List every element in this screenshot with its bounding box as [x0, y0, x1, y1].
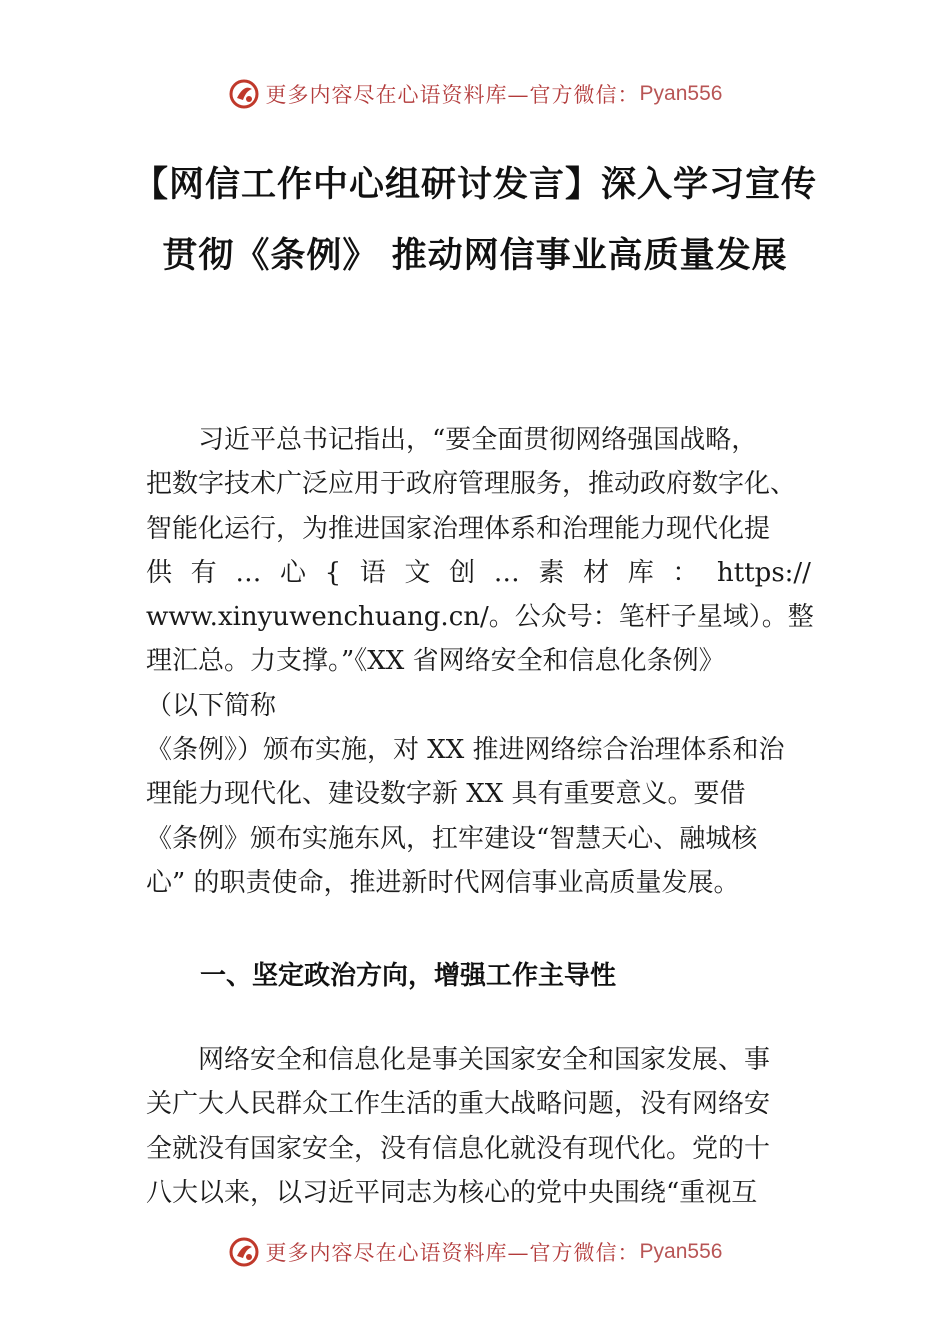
- page-title-line-2: 贯彻《条例》 推动网信事业高质量发展: [162, 236, 788, 276]
- text-line: 《条例》颁布实施东风，扛牢建设“智慧天心、融城核: [146, 823, 758, 854]
- text-fragment: 文: [404, 557, 431, 588]
- text-fragment: 素: [538, 557, 565, 588]
- text-fragment: 库: [627, 557, 654, 588]
- text-line: 心” 的职责使命，推进新时代网信事业高质量发展。: [146, 867, 740, 898]
- text-fragment: https://: [717, 557, 811, 588]
- text-line: 理汇总。力支撑。”《XX 省网络安全和信息化条例》: [146, 646, 725, 677]
- banner-text: 更多内容尽在心语资料库—官方微信：: [265, 1241, 640, 1265]
- page-title-line-1: 【网信工作中心组研讨发言】深入学习宣传: [132, 165, 817, 205]
- text-line: 《条例》）颁布实施，对 XX 推进网络综合治理体系和治: [146, 735, 785, 766]
- text-line: 把数字技术广泛应用于政府管理服务，推动政府数字化、: [146, 469, 797, 500]
- paragraph-intro: [146, 418, 814, 905]
- section-heading-1: 一、坚定政治方向，增强工作主导性: [200, 961, 617, 991]
- text-line: 八大以来，以习近平同志为核心的党中央围绕“重视互: [146, 1177, 758, 1208]
- header-banner: [0, 74, 950, 114]
- text-fragment: …: [235, 557, 262, 588]
- text-line: （以下简称: [146, 690, 277, 721]
- paragraph-section-1: [146, 1038, 811, 1215]
- banner-text: 更多内容尽在心语资料库—官方微信：: [265, 83, 640, 107]
- banner-wechat-id: Pyan556: [639, 1240, 723, 1263]
- text-fragment: 创: [449, 557, 476, 588]
- banner-wechat-id: Pyan556: [639, 82, 723, 105]
- text-line: 网络安全和信息化是事关国家安全和国家发展、事: [198, 1045, 771, 1075]
- text-fragment: 有: [190, 557, 217, 588]
- footer-banner: [0, 1232, 950, 1272]
- brand-logo-icon: [228, 1236, 260, 1268]
- text-line: 全就没有国家安全，没有信息化就没有现代化。党的十: [146, 1133, 771, 1164]
- text-fragment: 语: [359, 557, 386, 588]
- text-fragment: {: [324, 557, 342, 588]
- text-line-justified: [146, 551, 811, 595]
- text-line: 智能化运行，为推进国家治理体系和治理能力现代化提: [146, 513, 771, 544]
- text-line: 关广大人民群众工作生活的重大战略问题，没有网络安: [146, 1089, 771, 1120]
- text-line: 习近平总书记指出，“要全面贯彻网络强国战略，: [198, 425, 758, 455]
- text-fragment: …: [493, 557, 520, 588]
- brand-logo-icon: [228, 78, 260, 110]
- text-fragment: 材: [583, 557, 610, 588]
- text-line: 理能力现代化、建设数字新 XX 具有重要意义。要借: [146, 779, 746, 810]
- text-line: www.xinyuwenchuang.cn/。公众号：笔杆子星域）。整: [146, 602, 814, 633]
- text-fragment: 供: [146, 557, 173, 588]
- text-fragment: ：: [672, 557, 699, 588]
- text-fragment: 心: [279, 557, 306, 588]
